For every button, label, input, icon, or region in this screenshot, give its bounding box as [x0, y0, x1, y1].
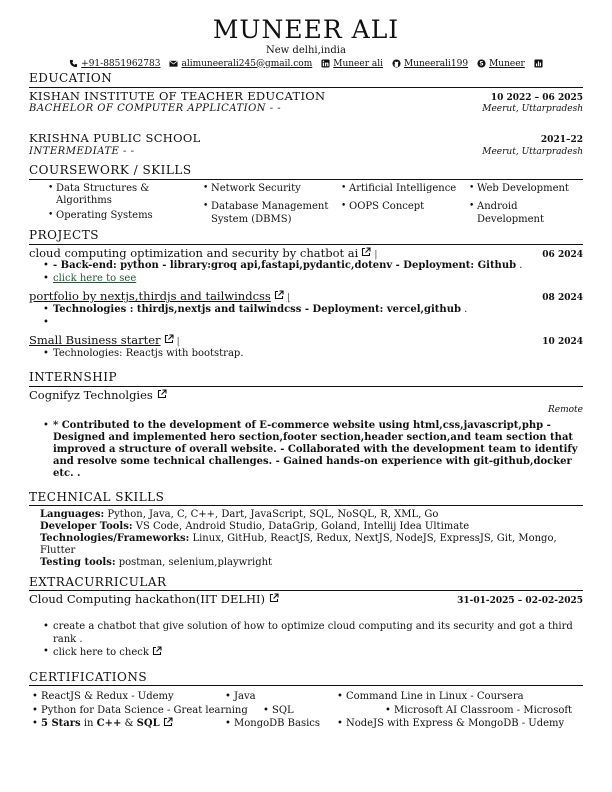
external-link-icon[interactable]	[163, 717, 173, 727]
certification-item: • Python for Data Science - Great learning	[32, 704, 225, 718]
project-bullet	[43, 317, 583, 330]
project-bullet: • - Back-end: python - library:groq api,fastapi,pydantic,dotenv - Deployment: Github .	[43, 260, 583, 273]
education-date: 10 2022 – 06 2025	[490, 92, 583, 103]
external-link-icon[interactable]	[157, 389, 167, 399]
project-bullet	[43, 273, 583, 286]
contact-email[interactable]	[169, 59, 312, 70]
coursework-column	[469, 183, 583, 229]
project-entry	[29, 334, 583, 360]
coursework-item: • Database Management System (DBMS)	[203, 201, 341, 226]
project-separator: |	[374, 249, 378, 260]
coursework-item: • Web Development	[469, 183, 583, 196]
contact-bar	[29, 59, 583, 70]
phone-icon	[69, 59, 78, 68]
project-date: 08 2024	[542, 293, 583, 304]
education-school: KRISHNA PUBLIC SCHOOL	[29, 131, 201, 146]
linkedin-icon	[321, 59, 330, 68]
project-bullet: • Technologies : thirdjs,nextjs and tailwindcss - Deployment: vercel,github .	[43, 304, 583, 317]
email-icon	[169, 59, 178, 68]
education-degree: BACHELOR OF COMPUTER APPLICATION - -	[29, 103, 282, 115]
coursework-item: • Network Security	[203, 183, 341, 196]
skill-row: Technologies/Frameworks: Linux, GitHub, ReactJS, Redux, NextJS, NodeJS, ExpressJS, Git, Mongo, Flutter	[40, 533, 557, 557]
coursework-item: • Artificial Intelligence	[341, 183, 469, 196]
linkedin-link[interactable]: Muneer ali	[333, 58, 383, 69]
coursework-column	[48, 183, 203, 229]
certifications-grid	[29, 690, 583, 731]
github-link[interactable]: Muneerali199	[403, 58, 469, 69]
phone-link[interactable]: +91-8851962783	[81, 58, 161, 69]
section-extracurricular: EXTRACURRICULAR	[29, 575, 583, 591]
skill-row: Developer Tools: VS Code, Android Studio, DataGrip, Goland, Intellij Idea Ultimate	[40, 521, 470, 533]
contact-linkedin[interactable]	[321, 59, 383, 70]
project-entry	[29, 290, 583, 329]
section-education: EDUCATION	[29, 71, 583, 87]
extracurricular-entry	[29, 593, 583, 659]
contact-phone[interactable]	[69, 59, 160, 70]
project-demo-link[interactable]: click here to see	[53, 272, 137, 284]
education-date: 2021–22	[540, 135, 583, 146]
internship-mode: Remote	[548, 404, 583, 415]
coursework-grid	[29, 183, 583, 229]
external-link-icon[interactable]	[361, 247, 371, 257]
external-link-icon[interactable]	[269, 593, 279, 603]
coursework-item: • OOPS Concept	[341, 201, 469, 214]
certification-item: • Microsoft AI Classroom - Microsoft	[385, 704, 583, 718]
section-coursework: COURSEWORK / SKILLS	[29, 163, 583, 179]
certification-item: • NodeJS with Express & MongoDB - Udemy	[337, 717, 583, 731]
education-school: KISHAN INSTITUTE OF TEACHER EDUCATION	[29, 88, 326, 103]
extracurricular-bullets	[29, 621, 583, 660]
project-separator: |	[176, 337, 180, 348]
project-date: 10 2024	[542, 337, 583, 348]
skill-row: Testing tools: postman, selenium,playwright	[40, 557, 273, 569]
education-place: Meerut, Uttarpradesh	[482, 147, 583, 158]
external-link-icon[interactable]	[152, 646, 162, 656]
section-internship: INTERNSHIP	[29, 370, 583, 386]
coursework-column	[203, 183, 341, 229]
certification-item: • MongoDB Basics	[225, 717, 337, 731]
technical-skills-list	[29, 509, 583, 569]
project-bullet: • Technologies: Reactjs with bootstrap.	[43, 348, 583, 361]
coursework-column	[341, 183, 469, 229]
education-place: Meerut, Uttarpradesh	[482, 104, 583, 115]
other-profile-link[interactable]: Muneer	[489, 58, 525, 69]
section-technical-skills: TECHNICAL SKILLS	[29, 490, 583, 506]
certification-item: • Command Line in Linux - Coursera	[337, 690, 583, 704]
extracurricular-bullet: • create a chatbot that give solution of how to optimize cloud computing and its security and got a third rank .	[43, 621, 583, 646]
certification-item[interactable]: • 5 Stars in C++ & SQL	[32, 717, 225, 731]
education-degree: INTERMEDIATE - -	[29, 146, 135, 158]
certification-item: • SQL	[263, 704, 337, 718]
extracurricular-date: 31-01-2025 – 02-02-2025	[457, 596, 583, 607]
project-title[interactable]: portfolio by nextjs,thirdjs and tailwindcss |	[29, 289, 290, 304]
project-entry	[29, 247, 583, 286]
skill-row: Languages: Python, Java, C, C++, Dart, JavaScript, SQL, NoSQL, R, XML, Go	[40, 509, 439, 521]
coursework-item: • Operating Systems	[48, 210, 203, 223]
extracurricular-title[interactable]: Cloud Computing hackathon(IIT DELHI)	[29, 593, 279, 607]
leetcode-icon[interactable]	[534, 59, 543, 68]
project-separator: |	[286, 293, 290, 304]
education-entry	[29, 130, 583, 158]
candidate-location: New delhi,india	[266, 44, 346, 56]
project-title[interactable]: cloud computing optimization and security by chatbot ai |	[29, 245, 378, 260]
svg-text:S: S	[479, 61, 484, 68]
project-bullets	[29, 348, 583, 361]
external-link-icon[interactable]	[274, 290, 284, 300]
project-bullets	[29, 304, 583, 329]
internship-description: • * Contributed to the development of E-commerce website using html,css,javascript,php - Designed and implemented hero section,footer section,header section,and team section that improved a structure of overall website. - Collaborated with the development team to identify and resolve some technical challenges. - Gained hands-on experience with git-github,docker etc. .	[43, 419, 578, 479]
email-link[interactable]: alimuneerali245@gmail.com	[181, 58, 313, 69]
contact-leetcode[interactable]	[534, 59, 543, 68]
coursework-item: • Data Structures & Algorithms	[48, 183, 203, 208]
extracurricular-bullet[interactable]: • click here to check	[43, 646, 583, 660]
certification-item: • Java	[225, 690, 337, 704]
project-bullets	[29, 260, 583, 285]
coursework-item: • Android Development	[469, 201, 583, 226]
internship-company[interactable]: Cognifyz Technolgies	[29, 389, 167, 403]
github-icon	[392, 59, 401, 68]
external-link-icon[interactable]	[164, 334, 174, 344]
certification-item: • ReactJS & Redux - Udemy	[32, 690, 225, 704]
section-certifications: CERTIFICATIONS	[29, 670, 583, 686]
project-title[interactable]: Small Business starter |	[29, 333, 180, 348]
internship-entry	[29, 387, 583, 480]
skype-icon	[477, 59, 486, 68]
contact-github[interactable]	[392, 59, 468, 70]
section-projects: PROJECTS	[29, 228, 583, 244]
project-date: 06 2024	[542, 249, 583, 260]
candidate-name: MUNEER ALI	[212, 15, 400, 44]
education-entry	[29, 88, 583, 116]
contact-other[interactable]	[477, 59, 525, 70]
